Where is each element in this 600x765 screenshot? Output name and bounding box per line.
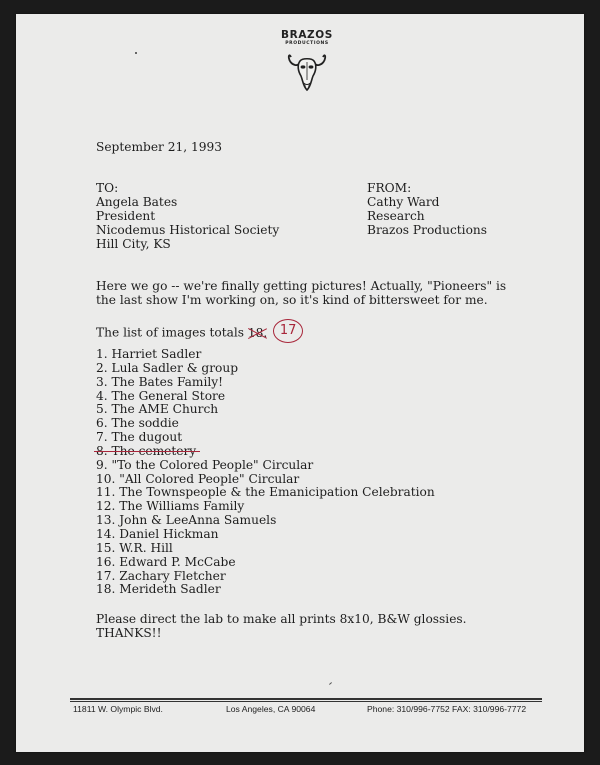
list-item: 10. "All Colored People" Circular xyxy=(96,471,300,486)
bull-skull-icon xyxy=(287,49,327,95)
to-heading: TO: xyxy=(96,181,119,195)
brand-name: BRAZOS xyxy=(281,29,333,41)
list-item: 13. John & LeeAnna Samuels xyxy=(96,513,277,528)
handwritten-total: 17 xyxy=(273,319,303,343)
from-line: Cathy Ward xyxy=(367,195,440,209)
letter-date: September 21, 1993 xyxy=(96,140,223,154)
list-item: 14. Daniel Hickman xyxy=(96,526,219,541)
to-line: President xyxy=(96,209,156,223)
to-line: Nicodemus Historical Society xyxy=(96,223,280,237)
list-item: 2. Lula Sadler & group xyxy=(96,360,239,375)
footer-city: Los Angeles, CA 90064 xyxy=(226,704,316,714)
list-item: 1. Harriet Sadler xyxy=(96,347,202,361)
list-item: 15. W.R. Hill xyxy=(96,540,173,555)
list-item: 6. The soddie xyxy=(96,416,179,431)
list-item: 9. "To the Colored People" Circular xyxy=(96,457,314,472)
totals-prefix: The list of images totals xyxy=(96,325,245,340)
totals-line xyxy=(96,321,303,345)
list-item: 7. The dugout xyxy=(96,430,183,445)
list-item: 17. Zachary Fletcher xyxy=(96,568,226,583)
from-heading: FROM: xyxy=(367,181,412,195)
footer-rule xyxy=(70,698,542,700)
closing-paragraph xyxy=(96,612,467,640)
to-line: Angela Bates xyxy=(96,195,178,209)
list-item: 11. The Townspeople & the Emanicipation Celebration xyxy=(96,485,435,500)
footer-phone: Phone: 310/996-7752 FAX: 310/996-7772 xyxy=(367,704,527,714)
list-item: 12. The Williams Family xyxy=(96,499,245,514)
intro-line: Here we go -- we're finally getting pictures! Actually, "Pioneers" is xyxy=(96,279,507,293)
from-block xyxy=(367,181,487,237)
brand-subtitle: PRODUCTIONS xyxy=(285,41,329,46)
to-block xyxy=(96,181,279,251)
letterhead xyxy=(262,30,352,95)
from-line: Research xyxy=(367,209,425,223)
struck-total: 18. xyxy=(247,325,268,340)
list-item: 5. The AME Church xyxy=(96,402,219,417)
list-item: 16. Edward P. McCabe xyxy=(96,554,236,569)
list-item: 18. Merideth Sadler xyxy=(96,582,221,597)
closing-line: THANKS!! xyxy=(96,626,162,640)
list-item: 3. The Bates Family! xyxy=(96,374,224,389)
speck xyxy=(135,52,137,54)
list-item-struck: 8. The cemetery xyxy=(96,443,197,458)
to-line: Hill City, KS xyxy=(96,237,171,251)
list-item: 4. The General Store xyxy=(96,388,226,403)
intro-paragraph xyxy=(96,279,506,307)
footer-rule-thin xyxy=(70,701,542,702)
closing-line: Please direct the lab to make all prints 8x10, B&W glossies. xyxy=(96,612,467,626)
footer-address: 11811 W. Olympic Blvd. xyxy=(73,704,163,714)
intro-line: the last show I'm working on, so it's kind of bittersweet for me. xyxy=(96,293,488,307)
from-line: Brazos Productions xyxy=(367,223,488,237)
image-list xyxy=(96,348,435,597)
